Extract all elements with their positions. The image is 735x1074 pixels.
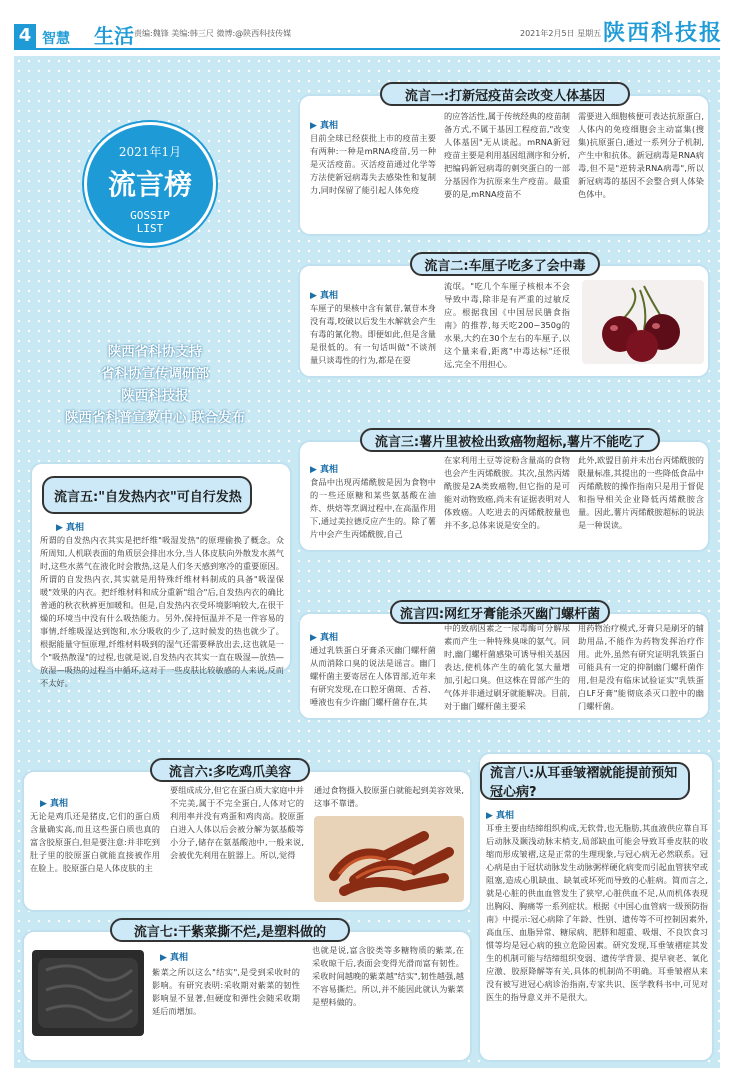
seaweed-image <box>32 950 144 1036</box>
rumor-4-col-1: 通过乳铁蛋白牙膏杀灭幽门螺杆菌从而消除口臭的说法是谣言。幽门螺杆菌主要寄居在人体胃部,近年来有研究发现,在口腔牙菌斑、舌苔、唾液也有少许幽门螺杆菌存在,其 <box>310 645 436 707</box>
rumor-6-title: 流言六:多吃鸡爪美容 <box>150 758 310 782</box>
rumor-6-col-3: 通过食物摄入胶原蛋白就能起到美容效果,这事不靠谱。 <box>314 785 464 808</box>
rumor-1-col-3: 需要进入细胞核便可表达抗原蛋白,人体内的免疫细胞会主动富集(搜集)抗原蛋白,通过一系列分子机制,产生中和抗体。新冠病毒是RNA病毒,但不是"逆转录RNA病毒",所以新冠病毒的基因不会整合到人体染色体中。 <box>578 111 704 199</box>
sponsor-line-4: 陕西省科普宣教中心 联合发布 <box>64 410 246 426</box>
badge-list: LIST <box>136 222 164 235</box>
sponsor-line-1: 陕西省科协支持 <box>107 344 203 360</box>
rumor-7-col-1: 紫菜之所以这么"结实",是受到采收时的影响。有研究表明:采收期对紫菜的韧性影响显不显著,但硬度和弹性会随采收期延后而增加。 <box>152 967 300 1016</box>
rumor-8-title: 流言八:从耳垂皱褶就能提前预知冠心病? <box>480 762 690 800</box>
rumor-3-col-2: 在家利用土豆等淀粉含量高的食物也会产生丙烯酰胺。其次,虽然丙烯酰胺是2A类致癌物,但它指的是可能对动物致癌,尚未有证据表明对人体致癌。人吃进去的丙烯酰胺量也并不多,总体来说是安全的。 <box>444 455 570 530</box>
chicken-feet-image <box>314 816 464 902</box>
rumor-8-truth-label: ▶ 真相 <box>486 811 515 821</box>
rumor-1-col-2: 的应答活性,属于传统经典的疫苗制备方式,不属于基因工程疫苗,"改变人体基因"无从谈起。mRNA新冠疫苗主要是利用基因组测序和分析,把编码新冠病毒的刺突蛋白的一部分基因作为抗原来生产疫苗。最重要的是,mRNA疫苗不 <box>444 111 570 199</box>
gossip-badge <box>84 122 216 246</box>
rumor-4-title: 流言四:网红牙膏能杀灭幽门螺杆菌 <box>390 600 610 624</box>
rumor-7-truth-label: ▶ 真相 <box>160 953 189 963</box>
rumor-2-col-2: 流氓。"吃几个车厘子核根本不会导致中毒,除非是有严重的过敏反应。根据我国《中国居民膳食指南》的推荐,每天吃200~350g的水果,大约在30个左右的车厘子,以这个量来看,距离"中毒达标"还很远,完全不用担心。 <box>444 281 570 369</box>
chicken-feet-icon <box>314 816 464 902</box>
rumor-4-truth-label: ▶ 真相 <box>310 633 339 643</box>
rumor-3-col-1: 食品中出现丙烯酰胺是因为食物中的一些还原糖和某些氨基酸在油炸、烘焙等烹调过程中,在高温作用下,通过美拉德反应产生的。除了薯片中会产生丙烯酰胺,自己 <box>310 477 436 539</box>
rumor-5-body: 所谓的自发热内衣其实是把纤维"吸湿发热"的原理偷换了概念。众所周知,人机联表面的角质层会排出水分,当人体皮肤向外散发水蒸气时,这些水蒸气在液化时会散热,这是人们冬天感到寒冷的重要原因。所谓的自发热内衣,其实就是用特殊纤维材料制成的具备"吸湿保暖"效果的内衣。把纤维材料和成分重新"组合"后,自发热内衣的确比普通的秋衣秋裤更加暖和。但是,自发热内衣受环境影响较大,在很干燥的环境当中没有什么吸热能力。另外,保持恒温并不是一件容易的事情,纤维吸湿达到饱和,水分吸收的少了,这时候发的热也就少了。根据能量守恒原理,纤维材料吸到的湿气还需要释放出去,这也就是一个"吸热散湿"的过程,也就是说,自发热内衣其实一直在吸湿—放热—放湿—吸热的过程当中循环,这对于一些皮肤比较敏感的人来说,反而不太好。 <box>40 535 284 688</box>
page-header <box>0 0 735 52</box>
badge-month: 2021年1月 <box>118 145 182 159</box>
rumor-6-truth-label: ▶ 真相 <box>40 799 69 809</box>
rumor-5-truth-label: ▶ 真相 <box>56 523 85 533</box>
rumor-4-col-3: 用药物治疗模式,牙膏只是刷牙的辅助用品,不能作为药物发挥治疗作用。此外,虽然有研究证明乳铁蛋白可能具有一定的抑制幽门螺杆菌作用,但是没有临床试验证实"乳铁蛋白LF牙膏"能彻底杀灭口腔中的幽门螺杆菌。 <box>578 623 704 711</box>
rumor-2-truth-label: ▶ 真相 <box>310 291 339 301</box>
newspaper-name: 陕西科技报 <box>603 20 724 46</box>
rumor-3-truth-label: ▶ 真相 <box>310 465 339 475</box>
editor-info: 责编:魏锋 美编:韩三尺 微博:@陕西科技传媒 <box>134 29 292 38</box>
badge-gossip: GOSSIP <box>130 209 170 222</box>
cherries-image <box>582 280 704 364</box>
rumor-3-col-3: 此外,欧盟目前并未出台丙烯酰胺的限量标准,其提出的一些降低食品中丙烯酰胺的操作指南只是用于督促和指导相关企业降低丙烯酰胺含量。因此,薯片丙烯酰胺超标的说法是一种误读。 <box>578 455 704 530</box>
rumor-7-col-2: 也就是说,富含胶类等多糖物质的紫菜,在采收晾干后,表面会变得光滑而富有韧性。采收时间越晚的紫菜越"结实",韧性越强,越不容易撕烂。所以,并不能因此就认为紫菜是塑料做的。 <box>312 945 464 1007</box>
rumor-2-col-1: 车厘子的果核中含有氰苷,氰苷本身没有毒,咬破以后发生水解就会产生有毒的氰化物。即便如此,但是含量是很低的。有一句话叫做"不谈剂量只谈毒性的行为,都是在耍 <box>310 303 436 365</box>
rumor-1-col-1: 目前全球已经获批上市的疫苗主要有两种:一种是mRNA疫苗,另一种是灭活疫苗。灭活疫苗通过化学等方法使新冠病毒失去感染性和复制力,同时保留了能引起人体免疫 <box>310 133 436 195</box>
rumor-6-col-1: 无论是鸡爪还是猪皮,它们的蛋白质含量确实高,而且这些蛋白质也真的富含胶原蛋白,但是要注意:并非吃到肚子里的胶原蛋白就能直接被作用在脸上。胶原蛋白是人体皮肤的主 <box>30 811 160 873</box>
page-number: 4 <box>14 24 36 48</box>
seaweed-icon <box>32 950 144 1036</box>
rumor-1-title: 流言一:打新冠疫苗会改变人体基因 <box>380 82 630 106</box>
sponsor-line-3: 陕西科技报 <box>121 388 189 404</box>
rumor-5-title: 流言五:"自发热内衣"可自行发热 <box>42 476 252 514</box>
cherries-icon <box>582 280 704 364</box>
rumor-7-title: 流言七:干紫菜撕不烂,是塑料做的 <box>110 918 350 942</box>
rumor-8-body: 耳垂主要由结缔组织构成,无软骨,也无脂肪,其血液供应靠自耳后动脉及颞浅动脉末梢支,局部缺血可能会导致耳垂皮肤的收缩而形成皱褶,这是正常的生理现象,与冠心病无必然联系。冠心病是由于冠状动脉发生动脉粥样硬化病变而引起血管狭窄或阻塞,造成心肌缺血、缺氧或坏死而导致的心脏病。简而言之,就是心脏的供血血管发生了狭窄,心脏供血不足,从而机体表现出胸闷、胸痛等一系列症状。根据《中国心血管病一级预防指南》中提示:冠心病除了年龄、性别、遗传等不可控制因素外,高血压、血脂异常、糖尿病、肥胖和超重、吸烟、不良饮食习惯等均是冠心病的独立危险因素。研究发现,耳垂皱褶症其发生的机制可能与结缔组织变弱、遗传学背景、提早衰老、氧化应激、胶原降解等有关,具体的机制尚不明确。耳垂皱褶从来没有被写进冠心病诊治指南,专家共识、医学教科书中,可见对医生的指导意义并不是很大。 <box>486 823 708 1002</box>
rumor-6-col-2: 要组成成分,但它在蛋白质大家庭中并不完美,属于不完全蛋白,人体对它的利用率并没有鸡蛋和鸡肉高。胶原蛋白进入人体以后会被分解为氨基酸等小分子,储存在氨基酸池中,一般来说,会被优先利用在脏器上。所以,觉得 <box>170 785 304 860</box>
rumor-2-title: 流言二:车厘子吃多了会中毒 <box>410 252 600 276</box>
rumor-3-title: 流言三:薯片里被检出致癌物超标,薯片不能吃了 <box>360 428 660 452</box>
badge-title: 流言榜 <box>107 168 192 201</box>
badge-subtitle <box>87 209 213 235</box>
header-rule <box>14 48 720 50</box>
rumor-4-col-2: 中的致病因素之一尿毒酶可分解尿素而产生一种特殊臭味的氨气。同时,幽门螺杆菌感染可诱导相关基因表达,使机体产生的硫化氢大量增加,引起口臭。但这株在胃部产生的气体并非通过刷牙就能解决。目前,对于幽门螺杆菌主要采 <box>444 623 570 711</box>
issue-date: 2021年2月5日 星期五 <box>520 29 602 38</box>
section-name-1: 智慧 <box>42 31 70 47</box>
rumor-1-truth-label: ▶ 真相 <box>310 121 339 131</box>
sponsor-line-2: 省科协宣传调研部 <box>101 366 209 382</box>
section-name-2: 生活 <box>94 24 134 48</box>
